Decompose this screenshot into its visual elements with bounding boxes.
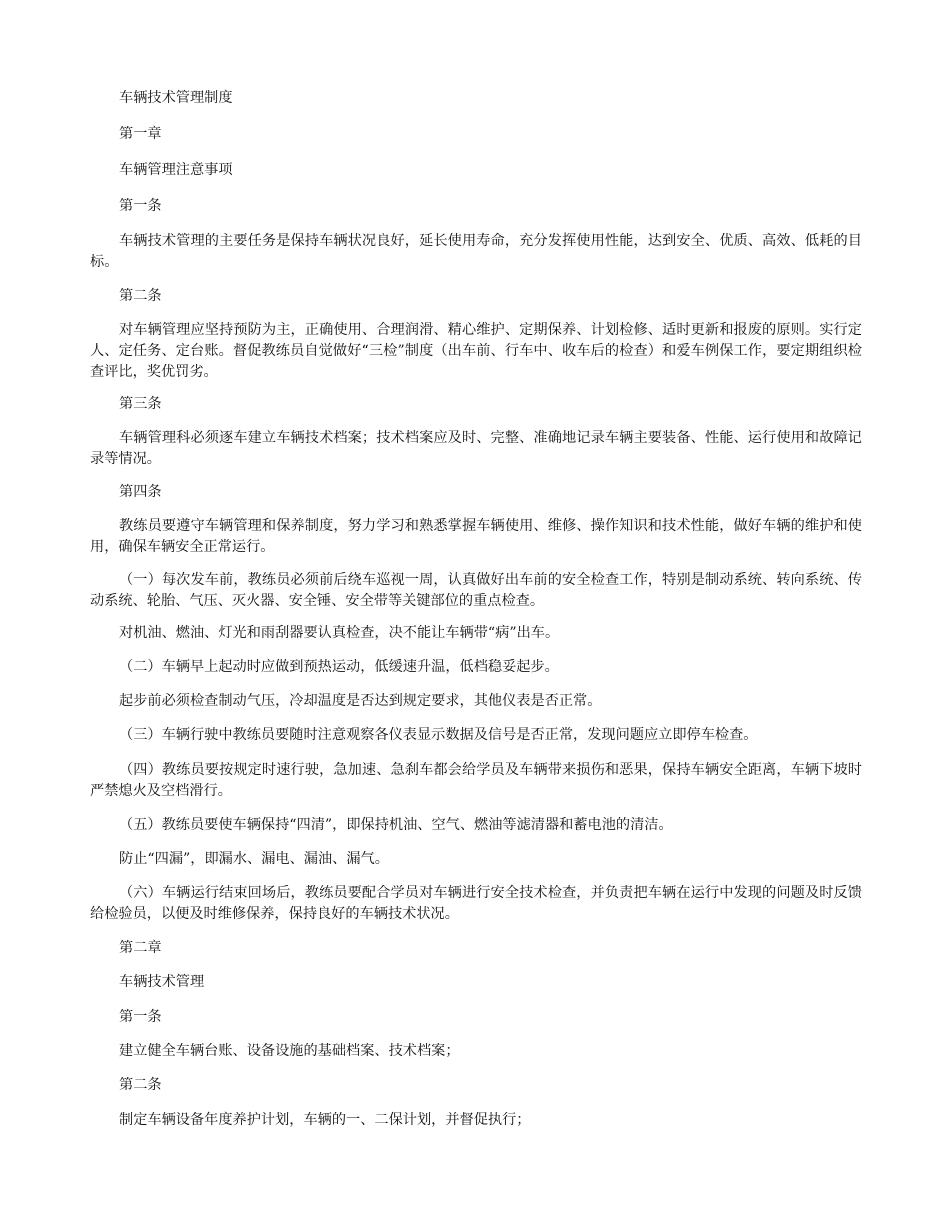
body-paragraph: （六）车辆运行结束回场后，教练员要配合学员对车辆进行安全技术检查，并负责把车辆在运行中发现的问题及时反馈给检验员，以便及时维修保养，保持良好的车辆技术状况。 [90, 885, 862, 922]
body-paragraph: 起步前必须检查制动气压，冷却温度是否达到规定要求，其他仪表是否正常。 [119, 693, 602, 709]
body-paragraph: 建立健全车辆台账、设备设施的基础档案、技术档案； [119, 1043, 460, 1059]
chapter-heading: 第二章 [119, 940, 162, 956]
body-paragraph: 教练员要遵守车辆管理和保养制度，努力学习和熟悉掌握车辆使用、维修、操作知识和技术性能，做好车辆的维护和使用，确保车辆安全正常运行。 [90, 518, 862, 555]
chapter-heading: 第一章 [119, 126, 162, 142]
article-heading: 第二条 [119, 1077, 162, 1093]
body-paragraph: 车辆技术管理的主要任务是保持车辆状况良好，延长使用寿命，充分发挥使用性能，达到安全、优质、高效、低耗的目标。 [90, 233, 862, 270]
document-title: 车辆技术管理制度 [119, 90, 233, 106]
body-paragraph: 防止“四漏”，即漏水、漏电、漏油、漏气。 [119, 851, 389, 867]
body-paragraph: 车辆管理科必须逐车建立车辆技术档案；技术档案应及时、完整、准确地记录车辆主要装备、性能、运行使用和故障记录等情况。 [90, 430, 862, 467]
article-heading: 第一条 [119, 198, 162, 214]
body-paragraph: （二）车辆早上起动时应做到预热运动，低缓速升温，低档稳妥起步。 [119, 659, 559, 675]
body-paragraph: （五）教练员要使车辆保持“四清”，即保持机油、空气、燃油等滤清器和蓄电池的清洁。 [119, 817, 673, 833]
body-paragraph: （三）车辆行驶中教练员要随时注意观察各仪表显示数据及信号是否正常，发现问题应立即停车检查。 [119, 727, 758, 743]
chapter-title: 车辆技术管理 [119, 974, 205, 990]
article-heading: 第四条 [119, 484, 162, 500]
article-heading: 第三条 [119, 396, 162, 412]
body-paragraph: 对机油、燃油、灯光和雨刮器要认真检查，决不能让车辆带“病”出车。 [119, 625, 560, 641]
article-heading: 第二条 [119, 288, 162, 304]
body-paragraph: 制定车辆设备年度养护计划，车辆的一、二保计划，并督促执行； [119, 1112, 531, 1128]
body-paragraph: （一）每次发车前，教练员必须前后绕车巡视一周，认真做好出车前的安全检查工作，特别是制动系统、转向系统、传动系统、轮胎、气压、灭火器、安全锤、安全带等关键部位的重点检查。 [90, 572, 862, 609]
body-paragraph: 对车辆管理应坚持预防为主，正确使用、合理润滑、精心维护、定期保养、计划检修、适时更新和报废的原则。实行定人、定任务、定台账。督促教练员自觉做好“三检”制度（出车前、行车中、收车后的检查）和爱车例保工作，要定期组织检查评比，奖优罚劣。 [90, 322, 862, 380]
article-heading: 第一条 [119, 1009, 162, 1025]
body-paragraph: （四）教练员要按规定时速行驶，急加速、急刹车都会给学员及车辆带来损伤和恶果，保持车辆安全距离，车辆下坡时严禁熄火及空档滑行。 [90, 762, 862, 799]
chapter-title: 车辆管理注意事项 [119, 162, 233, 178]
